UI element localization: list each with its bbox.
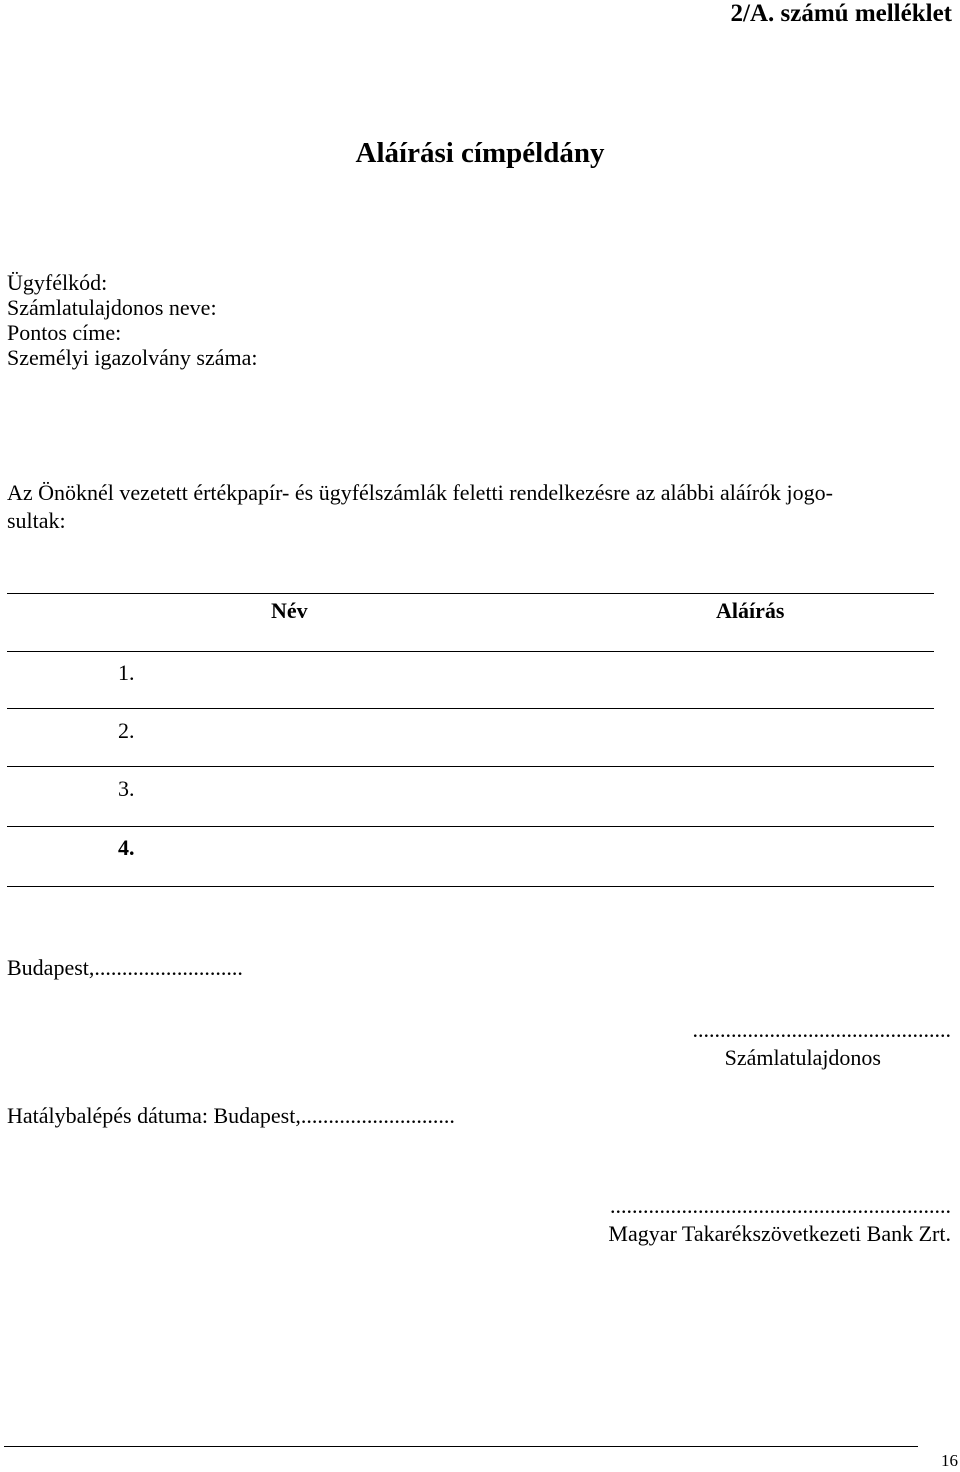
signatory-row-4: 4. <box>118 835 135 860</box>
signatory-row-2: 2. <box>118 718 135 743</box>
owner-name-label: Számlatulajdonos neve: <box>7 295 217 320</box>
intro-line-1: Az Önöknél vezetett értékpapír- és ügyfélszámlák feletti rendelkezésre az alábbi aláírók jogo- <box>7 480 833 505</box>
intro-line-2: sultak: <box>7 508 66 533</box>
signature-column-header: Aláírás <box>716 598 785 623</box>
id-number-label: Személyi igazolvány száma: <box>7 345 258 370</box>
page-number: 16 <box>941 1451 958 1470</box>
client-fields <box>7 270 257 370</box>
bank-signature-label: Magyar Takarékszövetkezeti Bank Zrt. <box>608 1221 951 1246</box>
owner-signature-label: Számlatulajdonos <box>724 1045 881 1070</box>
owner-signature-line: ............................................... <box>692 1017 951 1042</box>
annex-label: 2/A. számú melléklet <box>730 0 952 27</box>
footer-rule <box>4 1446 918 1447</box>
table-rule-3 <box>7 826 934 827</box>
table-rule-1 <box>7 708 934 709</box>
signatory-row-1: 1. <box>118 660 135 685</box>
table-rule-bottom <box>7 886 934 887</box>
intro-paragraph <box>7 479 833 535</box>
place-date: Budapest,........................... <box>7 955 243 980</box>
page-title: Aláírási címpéldány <box>355 137 605 169</box>
table-rule-top <box>7 593 934 594</box>
table-rule-header <box>7 651 934 652</box>
owner-signature-block <box>693 1016 952 1072</box>
address-label: Pontos címe: <box>7 320 122 345</box>
effective-date: Hatálybalépés dátuma: Budapest,............................ <box>7 1103 455 1128</box>
table-rule-2 <box>7 766 934 767</box>
bank-signature-line: .............................................................. <box>610 1193 951 1218</box>
bank-signature-block <box>608 1192 951 1248</box>
name-column-header: Név <box>271 598 308 623</box>
signatory-row-3: 3. <box>118 776 135 801</box>
client-code-label: Ügyfélkód: <box>7 270 108 295</box>
